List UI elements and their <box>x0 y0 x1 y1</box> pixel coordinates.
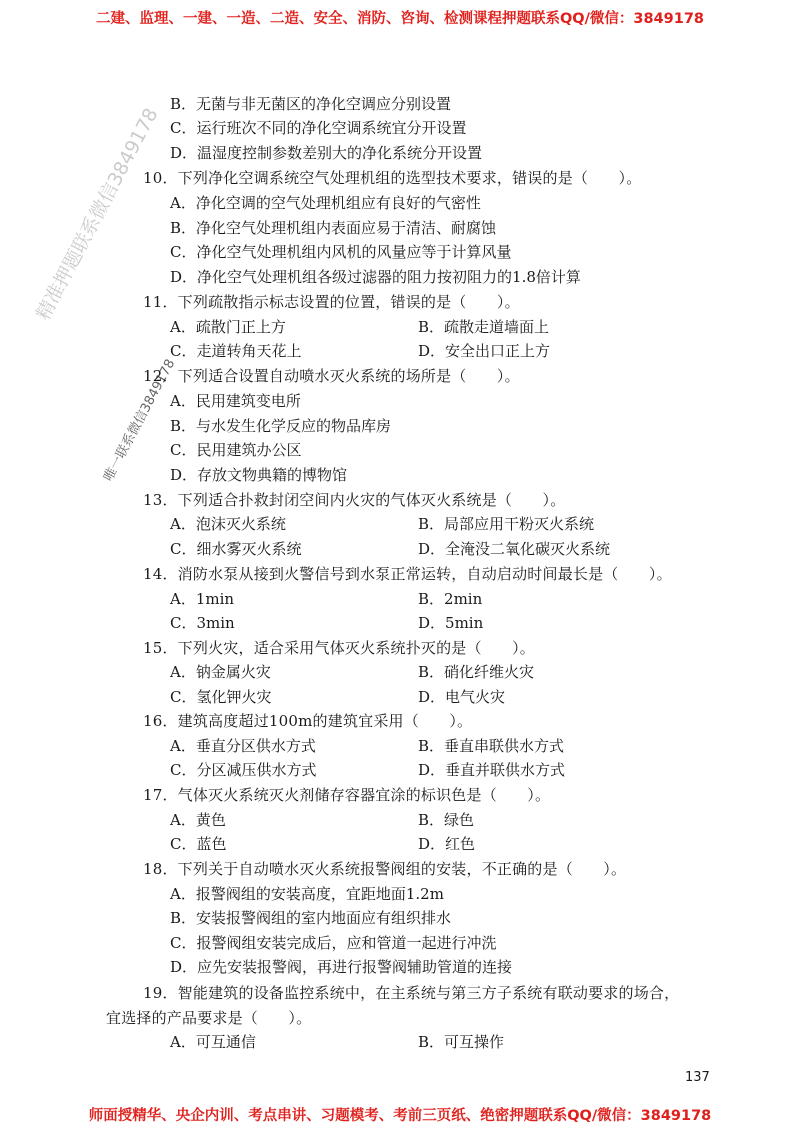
watermark-text-secondary: 唯一联系微信3849178 <box>101 356 179 484</box>
question-17: 17．气体灭火系统灭火剂储存容器宜涂的标识色是（ ）。 <box>143 786 551 804</box>
question-19-continued: 宜选择的产品要求是（ ）。 <box>106 1009 312 1027</box>
option-10c: C．净化空气处理机组内风机的风量应等于计算风量 <box>170 243 512 261</box>
option-15b: B．硝化纤维火灾 <box>418 663 535 681</box>
option-13d: D．全淹没二氧化碳灭火系统 <box>418 540 611 558</box>
option-18b: B．安装报警阀组的室内地面应有组织排水 <box>170 909 452 927</box>
option-13b: B．局部应用干粉灭火系统 <box>418 515 595 533</box>
option-13a: A．泡沫灭火系统 <box>170 515 286 533</box>
option-17c: C．蓝色 <box>170 835 227 853</box>
page-number: 137 <box>685 1070 710 1085</box>
option-15d: D．电气火灾 <box>418 688 506 706</box>
question-15: 15．下列火灾，适合采用气体灭火系统扑灭的是（ ）。 <box>143 639 535 657</box>
option-13c: C．细水雾灭火系统 <box>170 540 302 558</box>
option-12b: B．与水发生化学反应的物品库房 <box>170 417 392 435</box>
option-11c: C．走道转角天花上 <box>170 342 302 360</box>
footer-banner: 师面授精华、央企内训、考点串讲、习题模考、考前三页纸、绝密押题联系QQ/微信：3849178 <box>88 1108 712 1124</box>
option-14c: C．3min <box>170 614 235 632</box>
option-14d: D．5min <box>418 614 484 632</box>
question-13: 13．下列适合扑救封闭空间内火灾的气体灭火系统是（ ）。 <box>143 491 566 509</box>
option-19b: B．可互操作 <box>418 1033 505 1051</box>
option-14b: B．2min <box>418 590 483 608</box>
option-17a: A．黄色 <box>170 811 226 829</box>
option-10b: B．净化空气处理机组内表面应易于清洁、耐腐蚀 <box>170 219 497 237</box>
option-10d: D．净化空气处理机组各级过滤器的阻力按初阻力的1.8倍计算 <box>170 268 581 286</box>
option-15a: A．钠金属火灾 <box>170 663 271 681</box>
question-10: 10．下列净化空调系统空气处理机组的选型技术要求，错误的是（ ）。 <box>143 169 642 187</box>
option-16d: D．垂直并联供水方式 <box>418 761 566 779</box>
option-12c: C．民用建筑办公区 <box>170 441 302 459</box>
option-18a: A．报警阀组的安装高度，宜距地面1.2m <box>170 885 444 903</box>
watermark-text: 精准押题联系微信3849178 <box>32 104 163 324</box>
option-16b: B．垂直串联供水方式 <box>418 737 565 755</box>
option-9c: C．运行班次不同的净化空调系统宜分开设置 <box>170 119 467 137</box>
option-18d: D．应先安装报警阀，再进行报警阀辅助管道的连接 <box>170 958 513 976</box>
option-19a: A．可互通信 <box>170 1033 256 1051</box>
option-17d: D．红色 <box>418 835 476 853</box>
question-18: 18．下列关于自动喷水灭火系统报警阀组的安装，不正确的是（ ）。 <box>143 860 627 878</box>
option-12a: A．民用建筑变电所 <box>170 392 301 410</box>
option-9d: D．温湿度控制参数差别大的净化系统分开设置 <box>170 144 483 162</box>
option-16c: C．分区减压供水方式 <box>170 761 317 779</box>
option-17b: B．绿色 <box>418 811 475 829</box>
question-19: 19．智能建筑的设备监控系统中，在主系统与第三方子系统有联动要求的场合， <box>143 984 680 1002</box>
option-16a: A．垂直分区供水方式 <box>170 737 316 755</box>
question-16: 16．建筑高度超过100m的建筑宜采用（ ）。 <box>143 712 473 730</box>
option-9b: B．无菌与非无菌区的净化空调应分别设置 <box>170 95 452 113</box>
question-12: 12．下列适合设置自动喷水灭火系统的场所是（ ）。 <box>143 367 520 385</box>
question-14: 14．消防水泵从接到火警信号到水泵正常运转，自动启动时间最长是（ ）。 <box>143 565 672 583</box>
option-12d: D．存放文物典籍的博物馆 <box>170 466 348 484</box>
option-14a: A．1min <box>170 590 235 608</box>
option-10a: A．净化空调的空气处理机组应有良好的气密性 <box>170 194 481 212</box>
option-11a: A．疏散门正上方 <box>170 318 286 336</box>
option-11b: B．疏散走道墙面上 <box>418 318 550 336</box>
option-15c: C．氢化钾火灾 <box>170 688 272 706</box>
option-11d: D．安全出口正上方 <box>418 342 551 360</box>
question-11: 11．下列疏散指示标志设置的位置，错误的是（ ）。 <box>143 293 520 311</box>
option-18c: C．报警阀组安装完成后，应和管道一起进行冲洗 <box>170 934 497 952</box>
header-banner: 二建、监理、一建、一造、二造、安全、消防、咨询、检测课程押题联系QQ/微信：3849178 <box>95 11 705 27</box>
